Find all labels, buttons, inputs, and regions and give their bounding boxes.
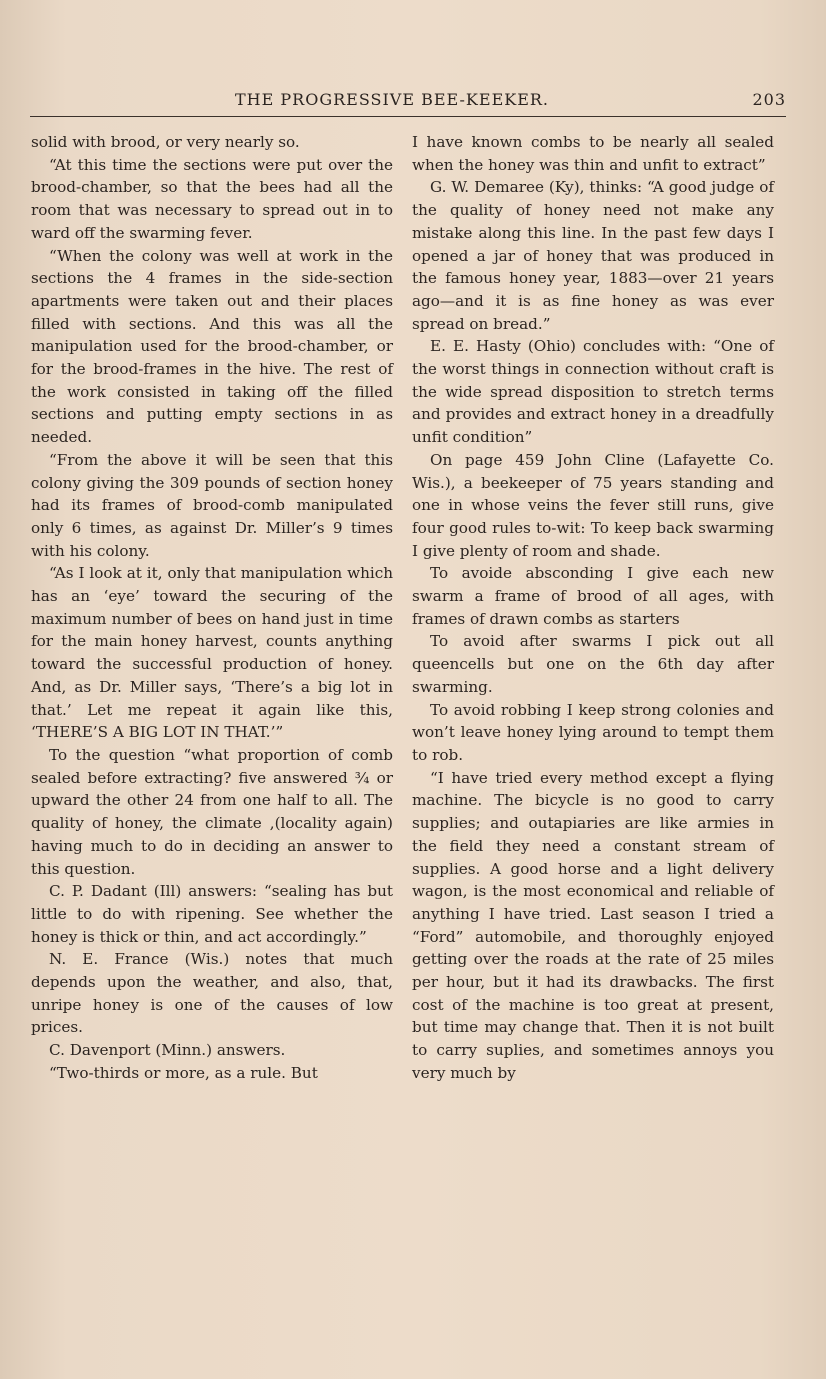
paragraph: “When the colony was well at work in the sections the 4 frames in the side-section apartments were taken out and their places filled with sections. And this was all the manipulation used for the brood-chamber, or for the brood-frames in the hive. The rest of the work consisted in taking off the filled sections and putting empty sections in as needed. (31, 246, 393, 447)
paragraph: “I have tried every method except a flying machine. The bicycle is no good to carry supplies; and outapiaries are like armies in the field they need a constant stream of supplies. A good horse and a light delivery wagon, is the most economical and reliable of anything I have tried. Last season I tried a “Ford” automobile, and thoroughly enjoyed getting over the roads at the rate of 25 miles per hour, but it had its drawbacks. The first cost of the machine is too great at present, but time may change that. Then it is not built to carry suplies, and sometimes annoys you very much by (412, 768, 774, 1082)
paragraph: “As I look at it, only that manipulation which has an ‘eye’ toward the securing of the maximum number of bees on hand just in time for the main honey harvest, counts anything toward the successful production of honey. And, as Dr. Miller says, ‘There’s a big lot in that.’ Let me repeat it again like this, ‘THERE’S A BIG LOT IN THAT.’” (31, 564, 393, 742)
journal-title: THE PROGRESSIVE BEE-KEEKER. (235, 90, 550, 109)
right-column (412, 131, 774, 1085)
paragraph: On page 459 John Cline (Lafayette Co. Wis.), a beekeeper of 75 years standing and one in whose veins the fever still runs, give four good rules to-wit: To keep back swarming I give plenty of room and shade. (412, 450, 774, 560)
paragraph: C. P. Dadant (Ill) answers: “sealing has but little to do with ripening. See whether the honey is thick or thin, and act accordingly.” (31, 882, 393, 946)
paragraph: “Two-thirds or more, as a rule. But (49, 1063, 318, 1082)
paragraph: To avoid robbing I keep strong colonies and won’t leave honey lying around to tempt them to rob. (412, 700, 774, 764)
paragraph: C. Davenport (Minn.) answers. (49, 1041, 286, 1060)
header-rule (30, 116, 786, 117)
paragraph: I have known combs to be nearly all sealed when the honey was thin and unfit to extract” (412, 133, 774, 174)
paragraph: “From the above it will be seen that this colony giving the 309 pounds of section honey had its frames of brood-comb manipulated only 6 times, as against Dr. Miller’s 9 times with his colony. (31, 450, 393, 560)
paragraph: To the question “what proportion of comb sealed before extracting? five answered ¾ or upward the other 24 from one half to all. The quality of honey, the climate ,(locality again) having much to do in deciding an answer to this question. (31, 745, 393, 878)
page-number: 203 (752, 90, 786, 109)
paragraph: “At this time the sections were put over the brood-chamber, so that the bees had all the room that was necessary to spread out in to ward off the swarming fever. (31, 155, 393, 242)
left-column (31, 131, 393, 1085)
paragraph: To avoid after swarms I pick out all queencells but one on the 6th day after swarming. (412, 632, 774, 696)
paragraph: N. E. France (Wis.) notes that much depends upon the weather, and also, that, unripe honey is one of the causes of low prices. (31, 950, 393, 1037)
paragraph: E. E. Hasty (Ohio) concludes with: “One of the worst things in connection without craft is the wide spread disposition to stretch terms and provides and extract honey in a dreadfully unfit condition” (412, 337, 774, 447)
paragraph: To avoide absconding I give each new swarm a frame of brood of all ages, with frames of drawn combs as starters (412, 564, 774, 628)
paragraph: solid with brood, or very nearly so. (31, 133, 300, 151)
paragraph: G. W. Demaree (Ky), thinks: “A good judge of the quality of honey need not make any mistake along this line. In the past few days I opened a jar of honey that was produced in the famous honey year, 1883—over 21 years ago—and it is as fine honey as was ever spread on bread.” (412, 178, 774, 333)
running-header (30, 88, 786, 112)
